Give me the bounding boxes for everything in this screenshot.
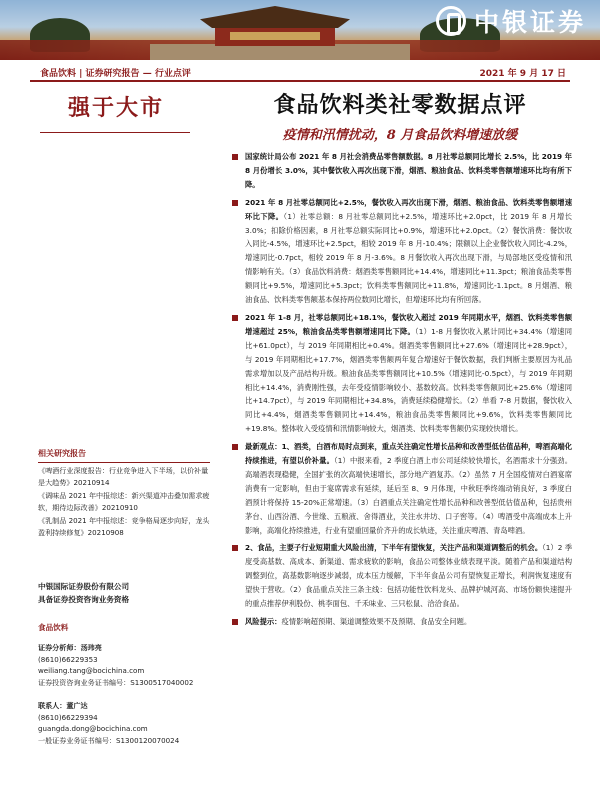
contact-block [38,700,210,746]
related-reports [38,448,210,538]
food-view-paragraph [232,541,572,611]
bullet-square-icon [232,619,238,625]
para-text: 疫情影响超预期、渠道调整效果不及预期、食品安全问题。 [281,617,472,626]
analyst-block [38,642,210,688]
para-heading: 2021 年 1-8 月，社零总额同比+18.1%，餐饮收入超过 2019 年同期水平，烟酒、饮料类零售额增速超过 25%，粮油食品类零售额增速同比下降。 [245,312,572,336]
liquor-view-paragraph [232,440,572,537]
bullet-square-icon [232,154,238,160]
organization-name: 中银国际证券股份有限公司 [38,582,130,591]
sector-label: 食品饮料 [38,623,69,632]
palace-hall-beam [230,32,320,40]
organization-qualification: 具备证券投资咨询业务资格 [38,595,130,604]
contact-email[interactable]: guangda.dong@bocichina.com [38,724,148,733]
report-title: 食品饮料类社零数据点评 [273,92,527,118]
rating-underline [40,132,190,133]
palace-base [150,44,410,60]
palace-roof [200,6,350,28]
contact-name: 董广达 [66,701,88,710]
report-meta-bar [30,64,570,78]
analyst-email[interactable]: weiliang.tang@bocichina.com [38,666,145,675]
report-body [232,150,572,633]
august-data-paragraph [232,196,572,307]
contact-phone: (8610)66229394 [38,712,98,722]
bullet-square-icon [232,444,238,450]
analyst-cert: 证券投资咨询业务证书编号：S1300517040002 [38,677,194,687]
bullet-square-icon [232,200,238,206]
report-category: 食品饮料 | 证券研究报告 — 行业点评 [40,69,191,79]
related-report-link[interactable]: 《乳制品 2021 年中报综述：竞争格局逐步向好，龙头盈利持续修复》20210908 [38,516,210,537]
report-subtitle: 疫情和汛情扰动，8 月食品饮料增速放缓 [282,128,518,143]
related-reports-heading: 相关研究报告 [38,449,86,458]
analyst-label: 证券分析师： [38,643,81,652]
summary-paragraph [232,150,572,192]
brand-logo [436,3,586,39]
brand-name: 中银证券 [473,8,586,37]
related-report-link[interactable]: 《调味品 2021 年中报综述：新兴渠道冲击叠加需求疲软，期待边际改善》20210910 [38,491,210,512]
bullet-square-icon [232,545,238,551]
para-text: （1）中报来看，2 季度白酒上市公司延续较快增长，名酒需求十分强劲。高端酒表现稳健，全国扩张的次高端快速增长，部分地产酒复苏。（2）虽然 7 月全国疫情对白酒宴席消费有一定影响，但由于宴席需求有延续，延后至 8、9 月体现，中秋旺季终端动销良好，3 季度白酒预计将保持 15-20%正常增速。（3）白酒重点关注确定性增长品种和改善型低估值品种，包括贵州茅台、山西汾酒、今世缘、五粮液、舍得酒业，关注水井坊、口子窖等。（4）啤酒受中高端成本上升影响，高端化持续推进，行业有望重回量价齐升的成长轨迹，关注重庆啤酒、青岛啤酒。 [245,456,573,535]
para-heading: 2、食品，主要子行业短期重大风险出清，下半年有望恢复，关注产品和渠道调整后的机会。 [245,543,543,553]
bank-of-china-logo-icon [436,6,466,36]
header-divider [30,80,570,82]
contact-cert: 一般证券业务证书编号：S1300120070024 [38,735,180,745]
organization-info [38,580,210,606]
analyst-phone: (8610)66229353 [38,654,98,664]
risk-paragraph [232,615,572,629]
bullet-square-icon [232,315,238,321]
industry-rating: 强于大市 [67,95,164,121]
contact-label: 联系人： [38,701,67,710]
para-text: （1）2 季度受高基数、高成本、新渠道、需求疲软的影响，食品公司整体业绩表现平淡。随着产品和渠道结构调整到位，高基数影响逐步减弱，成本压力缓解，下半年食品公司有望恢复正增长，利润恢复速度有望快于营收。（2）食品重点关注三条主线：包括功能性饮料龙头、品牌护城河高、市场份额快速提升的重点推荐伊利股份、桃李面包、千禾味业、三只松鼠、洽洽食品。 [245,543,572,609]
related-divider [38,462,210,463]
analyst-name: 汤玮亮 [80,643,102,652]
para-text: （1）社零总额：8 月社零总额同比+2.5%，增速环比+2.0pct，比 2019 年 8 月增长 3.0%；扣除价格因素，8 月社零总额实际同比+0.9%，增速环比+2.0pct。（2）餐饮消费：餐饮收入同比-4.5%，增速环比+2.5pct，相较 2019 年 8 月-10.4%；限额以上企业餐饮收入同比-4.2%，增速同比-0.7pct，相较 2019 年 8 月-3.6%。8 月餐饮收入再次出现下滑，与局部地区受疫情和汛情影响有关。（3）食品饮料消费：烟酒类零售额同比+14.4%，增速同比+11.3pct；粮油食品类零售额同比+9.5%，增速同比+5.3pct；饮料类零售额同比+11.8%，增速同比-1.1pct。8 月烟酒、粮油食品、饮料类零售额基本保持两位数同比增长，但增速环比均有所回落。 [245,211,573,305]
para-text: （1）1-8 月餐饮收入累计同比+34.4%（增速同比+61.0pct），与 2019 年同期相比+0.4%。烟酒类零售额同比+27.6%（增速同比+28.9pct），与 2019 年同期相比+17.7%，烟酒类零售额两年复合增速好于餐饮数据，我们判断主要原因为礼品需求增加以及产品结构升级。粮油食品类零售额同比+10.5%（增速同比-0.5pct），与 2019 年同期相比+14.4%，消费刚性强，去年受疫情影响较小、基数较高。饮料类零售额同比+25.6%（增速同比+14.7pct），与 2019 年同期相比+34.8%，消费延续稳健增长。（2）单看 7-8 月数据，餐饮收入同比+4.4%，烟酒类零售额同比+14.4%，粮油食品类零售额同比+9.6%，饮料类零售额同比+19.8%。整体收入受疫情和汛情影响较大，烟酒类、饮料类零售额仍实现较快增长。 [245,326,572,434]
para-heading: 2021 年 8 月社零总额同比+2.5%，餐饮收入再次出现下滑，烟酒、粮油食品、饮料类零售额增速环比下降。 [245,197,572,221]
report-date: 2021 年 9 月 17 日 [479,69,566,79]
para-heading: 风险提示： [245,617,282,626]
related-report-link[interactable]: 《啤酒行业深度报告：行业竞争进入下半场，以价补量是大趋势》20210914 [38,466,209,487]
para-heading: 最新观点：1、酒类，白酒布局时点到来，重点关注确定性增长品种和改善型低估值品种，啤酒高端化持续推进，有望以价补量。 [245,442,572,466]
ytd-data-paragraph [232,311,572,436]
para-heading: 国家统计局公布 2021 年 8 月社会消费品零售额数据。8 月社零总额同比增长 2.5%，比 2019 年 8 月份增长 3.0%，其中餐饮收入再次出现下滑，烟酒、粮油食品、饮料类零售额增速环比均有所下降。 [245,152,572,189]
header-banner-image [0,0,600,60]
